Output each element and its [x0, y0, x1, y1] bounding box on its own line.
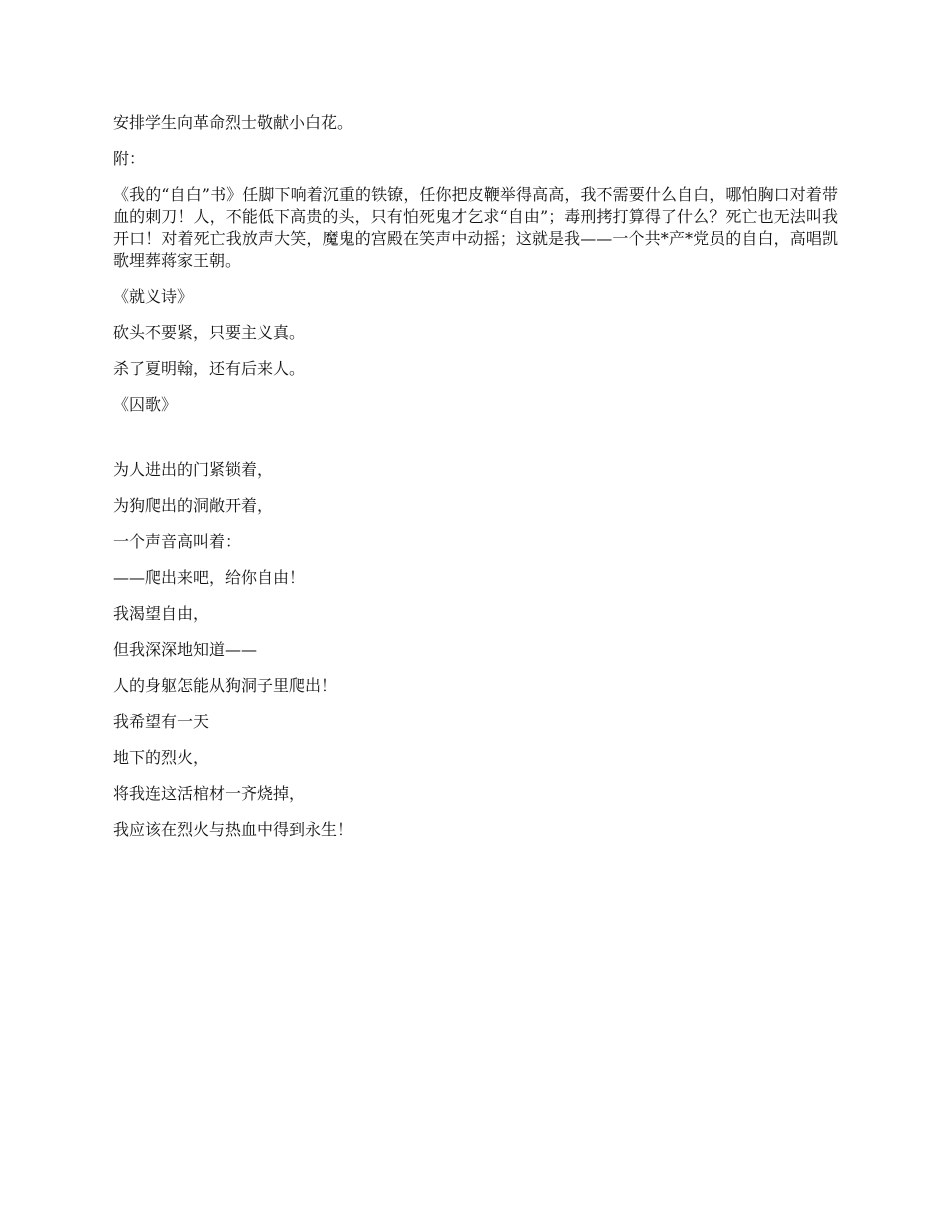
poem-line: 为狗爬出的洞敞开着， — [113, 496, 274, 515]
jiuyi-title: 《就义诗》 — [113, 287, 194, 306]
poem-line: 人的身躯怎能从狗洞子里爬出！ — [113, 676, 338, 695]
zibai-paragraph: 《我的“自白”书》任脚下响着沉重的铁镣，任你把皮鞭举得高高，我不需要什么自白，哪怕胸口对着带血的刺刀！人，不能低下高贵的头，只有怕死鬼才乞求“自由”；毒刑拷打算得了什么？死亡也无法叫我开口！对着死亡我放声大笑，魔鬼的宫殿在笑声中动摇；这就是我——一个共*产*党员的自白，高唱凯歌埋葬蒋家王朝。 — [113, 185, 838, 270]
appendix-label: 附： — [113, 149, 146, 168]
qiuge-poem — [113, 459, 838, 841]
poem-line: 杀了夏明翰，还有后来人。 — [113, 359, 306, 378]
poem-line: 一个声音高叫着： — [113, 532, 242, 551]
poem-line: 砍头不要紧，只要主义真。 — [113, 323, 306, 342]
qiuge-title: 《囚歌》 — [113, 395, 178, 414]
poem-line: 将我连这活棺材一齐烧掉， — [113, 784, 306, 803]
poem-line: 我应该在烈火与热血中得到永生！ — [113, 820, 354, 839]
poem-line: 但我深深地知道—— — [113, 640, 258, 659]
document-body — [113, 112, 838, 855]
poem-line: 地下的烈火， — [113, 748, 210, 767]
blank-gap — [113, 416, 838, 459]
jiuyi-poem — [113, 322, 838, 380]
poem-line: 我渴望自由， — [113, 604, 210, 623]
poem-line: ——爬出来吧，给你自由！ — [113, 568, 306, 587]
poem-line: 为人进出的门紧锁着， — [113, 460, 274, 479]
intro-line: 安排学生向革命烈士敬献小白花。 — [113, 113, 354, 132]
poem-line: 我希望有一天 — [113, 712, 210, 731]
